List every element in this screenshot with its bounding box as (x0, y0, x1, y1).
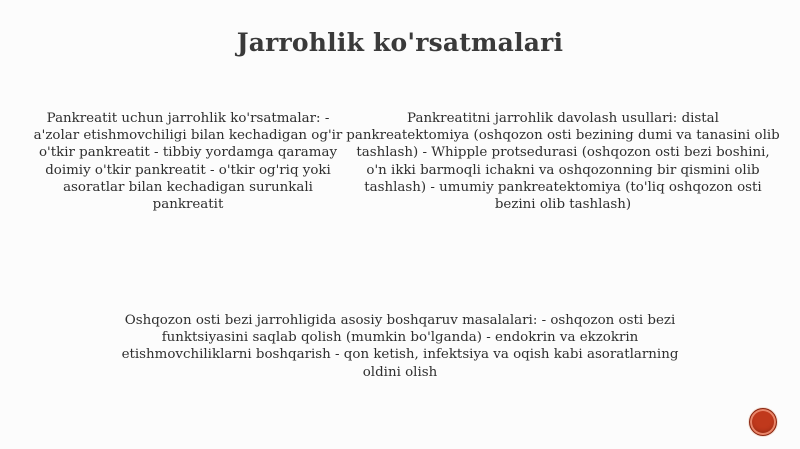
next-slide-button[interactable] (748, 407, 778, 437)
methods-text: Pankreatitni jarrohlik davolash usullari: distal pankreatektomiya (oshqozon osti bezining dumi va tanasini olib tashlash) - Whipple protsedurasi (oshqozon osti bezi boshini, o'n ikki barmoqli ichakni va oshqozonning bir qismini olib tashlash) - umumiy pankreatektomiya (to'liq oshqozon osti bezini olib tashlash) (346, 111, 780, 213)
indications-text: Pankreatit uchun jarrohlik ko'rsatmalar: - a'zolar etishmovchiligi bilan kechadigan og'ir o'tkir pankreatit - tibbiy yordamga qaramay doimiy o'tkir pankreatit - o'tkir og'riq yoki asoratlar bilan kechadigan surunkali pankreatit (33, 111, 343, 213)
management-text: Oshqozon osti bezi jarrohligida asosiy boshqaruv masalalari: - oshqozon osti bezi funktsiyasini saqlab qolish (mumkin bo'lganda) - endokrin va ekzokrin etishmovchiliklarni boshqarish - qon ketish, infektsiya va oqish kabi asoratlarning oldini olish (121, 313, 679, 380)
slide-title: Jarrohlik ko'rsatmalari (236, 28, 564, 57)
next-slide-circle-icon (749, 408, 777, 436)
